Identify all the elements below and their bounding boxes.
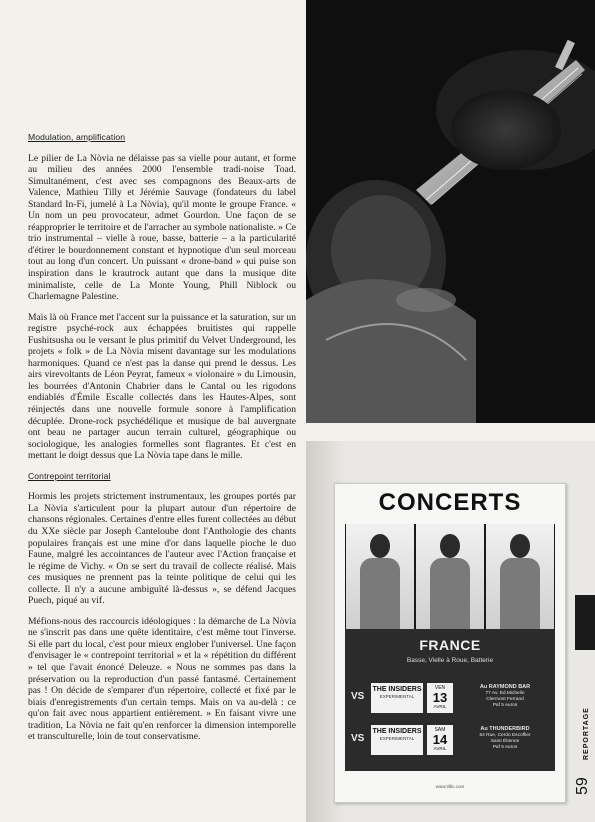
date-number: 13 bbox=[432, 690, 448, 705]
article-paragraph-3: Hormis les projets strictement instrumentaux, les groupes portés par La Nòvia s'articulent pour la plupart autour d'un répertoire de chansons régionales. Certaines d'entre elles furent collectées au début du XXe siècle par Joseph Canteloube dont l'Anthologie des chants populaires français est une mine d'or dans laquelle pioche le duo Faune, malgré les accointances de l'auteur avec l'Action française et le régime de Vichy. « On se sert du travail de collecte réalisé. Mais ces musiques ne prennent pas la teinte politique de celui qui les collecte. Il n'y a aucune ambiguïté là-dessus », se défend Jacques Puech, piqué au vif. bbox=[28, 491, 296, 607]
article-paragraph-2: Mais là où France met l'accent sur la puissance et la saturation, sur un registre psyché-rock aux échappées bruitistes qui rappelle Fushitsusha ou le versant le plus primitif du Velvet Underground, les projets « folk » de La Nòvia misent davantage sur les modulations harmoniques. Quand ce n'est pas la danse qui prend le dessus. Les airs virevoltants de Léon Peyrat, fameux « violonaire » du Limousin, les bourrées d'Antonin Chabrier dans le Cantal ou les rigodons endiablés d'Émile Escalle collectés dans les Hautes-Alpes, sont réinjectés dans une nouvelle formule sonore à l'amplification décuplée. Drone-rock psychédélique et musique de bal auvergnate ont beau ne partager aucun terrain culturel, géographique ou sociologique, les analogies formelles sont flagrantes. Et c'est en mettant le doigt dessus que La Nòvia tape dans le mille. bbox=[28, 311, 296, 462]
section-heading-contrepoint: Contrepoint territorial bbox=[28, 470, 111, 481]
gig-row bbox=[345, 723, 555, 757]
date-month: AVRIL bbox=[433, 704, 447, 709]
date-box bbox=[427, 683, 453, 713]
venue-address: 64 Rue, Cerdo Escoffier bbox=[479, 733, 531, 738]
band-instruments: Basse, Vielle à Roue, Batterie bbox=[406, 657, 494, 664]
venue-price: Paf 5 euros bbox=[492, 745, 518, 750]
article-column bbox=[28, 132, 296, 752]
musician-photo-3 bbox=[486, 524, 554, 629]
date-day: VEN bbox=[434, 685, 446, 691]
poster-title: CONCERTS bbox=[378, 489, 522, 516]
venue-address: 77 Av. Ed.Michelin bbox=[485, 691, 525, 696]
act-name: THE INSIDERS bbox=[372, 728, 422, 735]
poster-footer-url: www.tiltlo.com bbox=[435, 784, 465, 789]
date-day: SAM bbox=[434, 727, 446, 733]
vs-label: VS bbox=[351, 733, 365, 744]
act-box bbox=[371, 725, 423, 755]
vs-label: VS bbox=[351, 691, 365, 702]
venue-info bbox=[459, 684, 551, 709]
photo-hurdy-gurdy bbox=[306, 0, 595, 423]
section-label: REPORTAGE bbox=[583, 707, 590, 760]
gig-row bbox=[345, 681, 555, 715]
poster-photo-strip bbox=[345, 524, 555, 629]
venue-name: Au THUNDERBIRD bbox=[480, 726, 530, 732]
date-month: AVRIL bbox=[433, 746, 447, 751]
page-edge-tab bbox=[575, 595, 595, 650]
venue-name: Au RAYMOND BAR bbox=[479, 684, 531, 690]
act-genre: EXPERIMENTAL bbox=[379, 735, 415, 741]
venue-info bbox=[459, 726, 551, 751]
article-paragraph-1: Le pilier de La Nòvia ne délaisse pas sa vielle pour autant, et forme au milieu des années 2000 l'ensemble tradi-noise Toad. Simultanément, c'est avec ses compagnons des Beaux-arts de Valence, Mathieu Tilly et Jérémie Sauvage (fondateurs du label Standard In-Fi, jumelé à La Nòvia), qu'il monte le groupe France. « Un nom un peu provocateur, admet Gourdon. Une façon de se réapproprier le territoire et de l'arracher au symbole nationaliste. » Ce trio instrumental – vielle à roue, basse, batterie – a la particularité d'étirer le bourdonnement constant et hypnotique d'un seul morceau tout au long d'un concert. Un puissant « drone-band » qui puise son inspiration dans le krautrock autant que dans la musique dite minimaliste, celle de La Monte Young, Phill Niblock ou Charlemagne Palestine. bbox=[28, 152, 296, 303]
act-genre: EXPERIMENTAL bbox=[379, 693, 415, 699]
page-number: 59 bbox=[574, 777, 591, 795]
venue-city: Clermont Ferrand bbox=[486, 697, 524, 702]
section-heading-modulation: Modulation, amplification bbox=[28, 132, 126, 142]
band-name: FRANCE bbox=[419, 637, 481, 653]
musician-photo-2 bbox=[416, 524, 484, 629]
act-name: THE INSIDERS bbox=[372, 686, 422, 693]
venue-city: Saint Étienne bbox=[490, 739, 520, 744]
date-number: 14 bbox=[432, 732, 448, 747]
article-paragraph-4: Méfions-nous des raccourcis idéologiques : la démarche de La Nòvia ne s'inscrit pas dans une quête identitaire, c'est même tout l'inverse. Si elle part du local, c'est pour mieux englober l'universel. Une façon d'envisager le « contrepoint territorial » et la « répétition du différent » tel que l'avait énoncé Deleuze. « Nous ne sommes pas dans la préservation ou la reproduction d'un passé fantasmé. Certainement pas ! On décide de s'emparer d'un répertoire, collecté et fixé par le biais d'enregistrements d'un certain temps. Mais on va au-delà : ce qu'on fait avec nous appartient entièrement. » En faisant vivre une tradition, La Nòvia ne fait qu'en renforcer la dimension intemporelle et transculturelle, loin de tout conservatisme. bbox=[28, 615, 296, 743]
hurdy-gurdy-illustration bbox=[306, 0, 595, 423]
act-box bbox=[371, 683, 423, 713]
date-box bbox=[427, 725, 453, 755]
venue-price: Paf 5 euros bbox=[492, 703, 518, 708]
concert-poster bbox=[334, 483, 566, 803]
poster-band-panel bbox=[345, 629, 555, 771]
musician-photo-1 bbox=[346, 524, 414, 629]
